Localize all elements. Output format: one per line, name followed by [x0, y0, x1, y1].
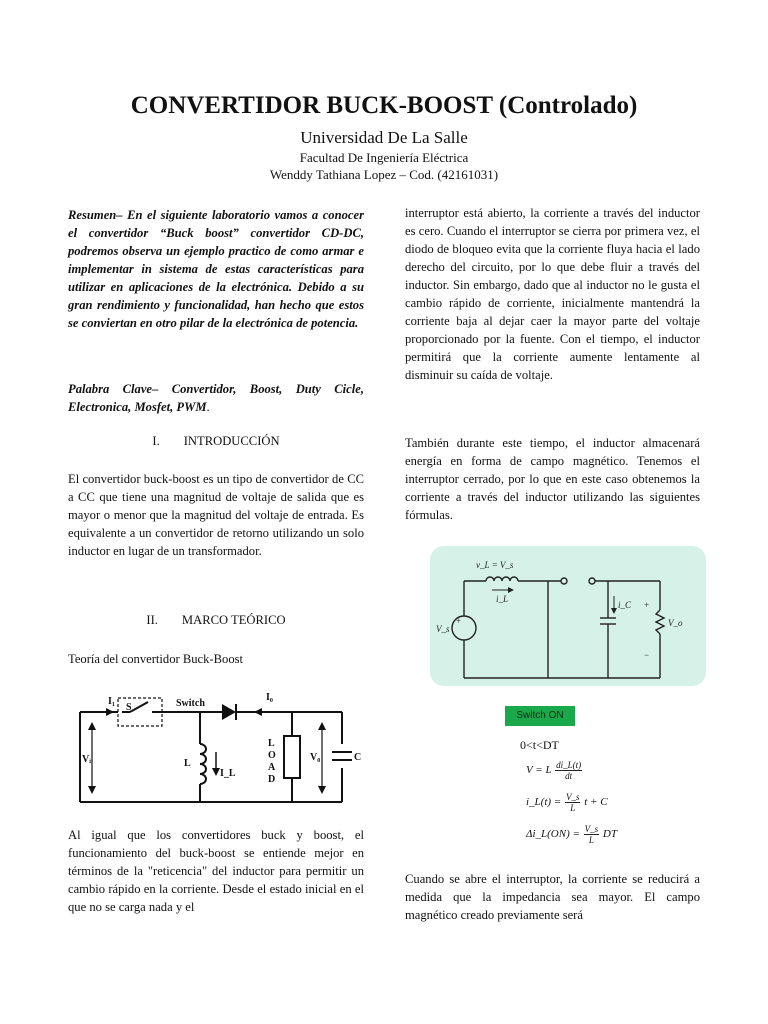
label-s: S: [126, 702, 132, 713]
label-vo: V_o: [668, 618, 683, 628]
label-il: I_L: [220, 768, 236, 779]
eq1-lhs: V: [526, 764, 533, 777]
label-i1: I₁: [108, 696, 115, 707]
paper-title: CONVERTIDOR BUCK-BOOST (Controlado): [130, 92, 638, 119]
university: Universidad De La Salle: [300, 128, 468, 147]
intro-text: El convertidor buck-boost es un tipo de convertidor de CC a CC que tiene una magnitud de voltaje de salida que es mayor o menor que la magnitud del voltaje de entrada. Es equivalente a un convertidor de retorno utilizando un solo inductor en lugar de un transformador.: [68, 472, 364, 558]
theory-text: Al igual que los convertidores buck y boost, el funcionamiento del buck-boost se entiende mejor en términos de la "reticencia" del inductor para permitir un cambio rápido en la corriente. Desde el estado inicial en el que no se carga nada y el: [68, 828, 364, 914]
eq2-lhs: i_L(t) =: [526, 796, 562, 809]
label-ic: i_C: [618, 600, 632, 610]
abstract: [68, 206, 364, 332]
label-vo: V₀: [310, 752, 321, 763]
label-load-3: A: [268, 762, 276, 773]
right-paragraph-1: [405, 204, 700, 384]
eq3-lhs: Δi_L(ON) =: [526, 828, 580, 841]
switch-on-circuit-figure: [430, 546, 706, 686]
author: Wenddy Tathiana Lopez – Cod. (42161031): [269, 167, 499, 182]
label-vi: Vᵢ: [82, 754, 91, 765]
eq1-mid: = L: [535, 764, 552, 777]
svg-text:+: +: [456, 616, 462, 626]
eq1-num: di_L(t): [556, 760, 582, 770]
label-load-4: D: [268, 774, 276, 785]
right-paragraph-3: [405, 870, 700, 924]
buck-boost-circuit-figure: [68, 686, 364, 808]
intro-paragraph: [68, 470, 364, 560]
eq3-num: V_s: [584, 824, 599, 834]
eq3-rhs: DT: [602, 828, 617, 841]
section-title: MARCO TEÓRICO: [181, 613, 286, 627]
figure-background: [430, 546, 706, 686]
section-title: INTRODUCCIÓN: [183, 434, 280, 448]
section-heading-introduccion: [68, 434, 364, 449]
label-l: L: [184, 758, 191, 769]
switch-on-label: Switch ON: [505, 706, 575, 726]
theory-paragraph: [68, 826, 364, 916]
label-vl: v_L = V_s: [476, 560, 514, 570]
svg-text:+: +: [644, 600, 650, 610]
right-paragraph-2: [405, 434, 700, 524]
eq2-num: V_s: [565, 792, 580, 802]
label-load-2: O: [268, 750, 276, 761]
right-text-1: interruptor está abierto, la corriente a través del inductor es cero. Cuando el interruptor se cierra por primera vez, el diodo de bloqueo evita que la corriente fluya hacia el lado derecho del circuito, por lo que debe fluir a través del inductor. Sin embargo, dado que al inductor no le gusta el cambio rápido de corriente, inicialmente mantendrá la corriente baja al dejar caer la mayor parte del voltaje proporcionado por la fuente. Con el tiempo, el inductor permitirá que la corriente aumente lentamente al disminuir su caída de voltaje.: [405, 206, 700, 382]
label-il: i_L: [496, 594, 509, 604]
subtitle-text: Teoría del convertidor Buck-Boost: [68, 652, 244, 666]
keywords: [68, 380, 364, 416]
right-text-3: Cuando se abre el interruptor, la corriente se reducirá a medida que la impedancia sea mayor. El campo magnético creado previamente será: [405, 872, 700, 922]
time-range: 0<t<DT: [520, 738, 559, 752]
theory-subtitle: [68, 650, 364, 668]
keywords-end: .: [206, 400, 210, 414]
equation-2: [526, 792, 608, 813]
label-c: C: [354, 752, 362, 763]
section-heading-marco-teorico: [68, 613, 364, 628]
keywords-text: Palabra Clave– Convertidor, Boost, Duty Cicle, Electronica, Mosfet, PWM: [68, 382, 364, 414]
diode-symbol: [222, 704, 236, 720]
right-text-2: También durante este tiempo, el inductor almacenará energía en forma de campo magnético. Tenemos el interruptor cerrado, por lo que en este caso obtenemos la corriente a través del inductor utilizando las siguientes fórmulas.: [405, 436, 700, 522]
eq1-den: dt: [565, 771, 573, 781]
svg-text:−: −: [644, 650, 650, 660]
eq3-den: L: [588, 835, 594, 845]
label-switch: Switch: [176, 698, 205, 709]
label-i0: I₀: [266, 692, 273, 703]
eq2-den: L: [570, 803, 576, 813]
label-vs: V_s: [436, 624, 450, 634]
section-number: I.: [152, 434, 160, 448]
equation-3: [526, 824, 617, 845]
faculty: Facultad De Ingeniería Eléctrica: [299, 150, 469, 165]
section-number: II.: [146, 613, 158, 627]
label-load-1: L: [268, 738, 275, 749]
eq2-rhs: t + C: [584, 796, 608, 809]
equation-1: [526, 760, 583, 781]
abstract-text: Resumen– En el siguiente laboratorio vamos a conocer el convertidor “Buck boost” convertidor CD-DC, podremos observa un ejemplo practico de como armar e implementar in sistema de estas características para utilizar en aplicaciones de la electrónica. Debido a su gran rendimiento y funcionalidad, han hecho que estos se conviertan en otro pilar de la electrónica de potencia.: [68, 208, 364, 330]
